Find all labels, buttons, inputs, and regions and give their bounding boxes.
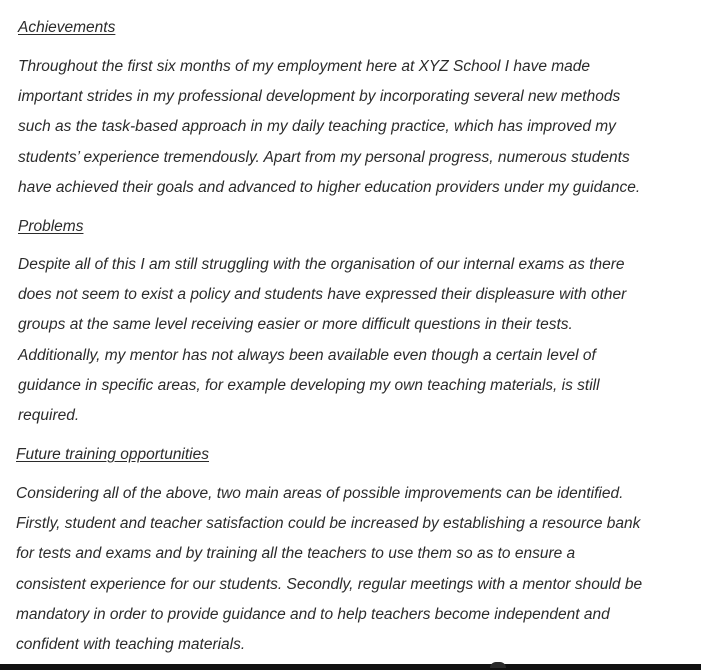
heading-achievements: Achievements	[18, 19, 116, 36]
text-line: consistent experience for our students. Secondly, regular meetings with a mentor should be	[16, 575, 643, 593]
scroll-handle[interactable]	[490, 662, 506, 668]
text-line: Firstly, student and teacher satisfaction could be increased by establishing a resource bank	[16, 515, 641, 533]
text-line: Despite all of this I am still struggling with the organisation of our internal exams as there	[18, 256, 625, 273]
paragraph-future-training	[16, 479, 676, 660]
text-line: confident with teaching materials.	[16, 636, 246, 654]
text-line: such as the task-based approach in my daily teaching practice, which has improved my	[18, 118, 616, 136]
text-line: guidance in specific areas, for example developing my own teaching materials, is still	[18, 376, 600, 394]
text-line: for tests and exams and by training all the teachers to use them so as to ensure a	[16, 545, 576, 563]
text-line: have achieved their goals and advanced to higher education providers under my guidance.	[18, 178, 641, 196]
text-line: does not seem to exist a policy and students have expressed their displeasure with other	[18, 286, 627, 304]
paragraph-problems	[18, 250, 678, 431]
text-line: important strides in my professional development by incorporating several new methods	[18, 88, 621, 106]
paragraph-achievements	[18, 52, 678, 203]
heading-problems: Problems	[18, 218, 84, 235]
text-line: Additionally, my mentor has not always been available even though a certain level of	[18, 346, 596, 364]
text-line: mandatory in order to provide guidance and to help teachers become independent and	[16, 605, 610, 623]
heading-future-training: Future training opportunities	[16, 446, 210, 463]
text-line: required.	[18, 407, 80, 425]
text-line: Considering all of the above, two main areas of possible improvements can be identified.	[16, 485, 624, 502]
text-line: Throughout the first six months of my employment here at XYZ School I have made	[18, 58, 591, 75]
bottom-edge-bar	[0, 664, 701, 670]
text-line: groups at the same level receiving easier or more difficult questions in their tests.	[18, 316, 573, 334]
text-line: students’ experience tremendously. Apart from my personal progress, numerous students	[18, 148, 630, 166]
